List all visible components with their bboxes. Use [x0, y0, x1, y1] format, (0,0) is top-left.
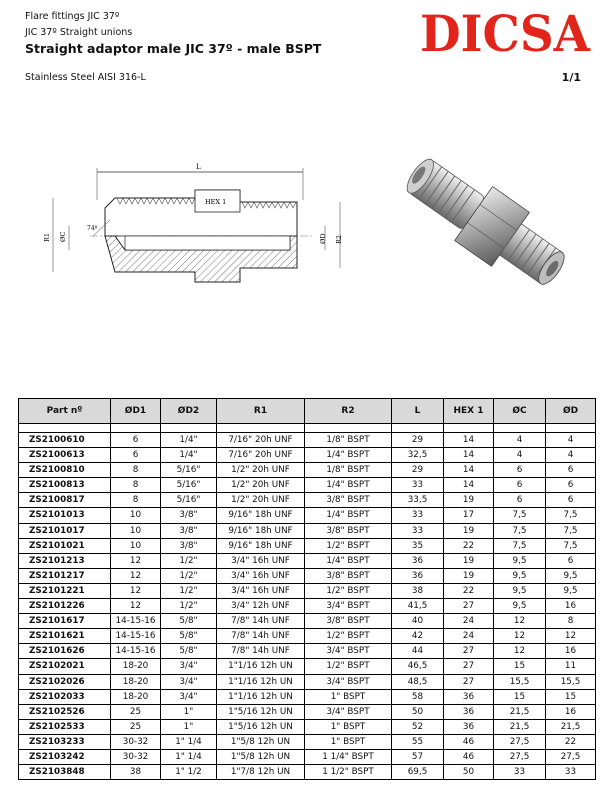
table-cell: 16: [546, 599, 596, 614]
table-cell: 1" 1/4: [161, 734, 217, 749]
table-cell: 1/2" 20h UNF: [217, 493, 305, 508]
table-cell: 1/4" BSPT: [305, 478, 392, 493]
table-cell: 8: [111, 493, 161, 508]
table-cell: 16: [546, 644, 596, 659]
table-cell: 12: [494, 644, 546, 659]
table-cell: 3/8" BSPT: [305, 523, 392, 538]
table-cell: 12: [111, 568, 161, 583]
table-cell: 6: [494, 478, 546, 493]
d-label: ØD: [319, 233, 327, 244]
table-row: [19, 493, 596, 508]
table-cell: 14-15-16: [111, 614, 161, 629]
table-cell: 25: [111, 704, 161, 719]
table-row: [19, 508, 596, 523]
table-cell: 8: [111, 463, 161, 478]
table-cell: 1/2" 20h UNF: [217, 463, 305, 478]
table-cell: 4: [494, 448, 546, 463]
part-number-cell: ZS2100810: [19, 463, 111, 478]
column-header: L: [392, 399, 444, 424]
part-number-cell: ZS2102526: [19, 704, 111, 719]
part-number-cell: ZS2102033: [19, 689, 111, 704]
table-cell: 12: [111, 583, 161, 598]
column-header: Part nº: [19, 399, 111, 424]
table-cell: 1/2" BSPT: [305, 659, 392, 674]
table-cell: 4: [546, 433, 596, 448]
table-cell: 12: [494, 629, 546, 644]
table-cell: 3/4": [161, 689, 217, 704]
spacer-cell: [217, 424, 305, 433]
table-cell: 14: [444, 433, 494, 448]
part-number-cell: ZS2101226: [19, 599, 111, 614]
table-cell: 1/2" BSPT: [305, 538, 392, 553]
table-cell: 3/4" BSPT: [305, 674, 392, 689]
part-number-cell: ZS2102026: [19, 674, 111, 689]
table-row: [19, 674, 596, 689]
table-row: [19, 448, 596, 463]
table-cell: 1": [161, 719, 217, 734]
table-cell: 3/8" BSPT: [305, 493, 392, 508]
table-cell: 9,5: [546, 583, 596, 598]
table-cell: 1/2" BSPT: [305, 629, 392, 644]
table-cell: 19: [444, 493, 494, 508]
table-cell: 57: [392, 749, 444, 764]
table-cell: 1" 1/4: [161, 749, 217, 764]
table-cell: 6: [546, 553, 596, 568]
table-cell: 18-20: [111, 659, 161, 674]
part-number-cell: ZS2101621: [19, 629, 111, 644]
table-cell: 27: [444, 659, 494, 674]
table-cell: 7/8" 14h UNF: [217, 644, 305, 659]
table-cell: 12: [494, 614, 546, 629]
table-cell: 3/4" 16h UNF: [217, 553, 305, 568]
header-category: Flare fittings JIC 37º: [25, 11, 120, 22]
table-cell: 9/16" 18h UNF: [217, 523, 305, 538]
table-cell: 21,5: [494, 719, 546, 734]
table-row: [19, 644, 596, 659]
table-cell: 1"1/16 12h UN: [217, 659, 305, 674]
table-cell: 46,5: [392, 659, 444, 674]
table-cell: 41,5: [392, 599, 444, 614]
table-cell: 7,5: [546, 523, 596, 538]
table-cell: 30-32: [111, 734, 161, 749]
table-cell: 15: [494, 659, 546, 674]
table-cell: 27,5: [494, 749, 546, 764]
table-cell: 6: [111, 448, 161, 463]
table-cell: 10: [111, 523, 161, 538]
table-row: [19, 538, 596, 553]
part-number-cell: ZS2101626: [19, 644, 111, 659]
table-cell: 7,5: [546, 538, 596, 553]
table-cell: 8: [111, 478, 161, 493]
table-cell: 1/4" BSPT: [305, 508, 392, 523]
part-number-cell: ZS2100613: [19, 448, 111, 463]
table-cell: 1": [161, 704, 217, 719]
table-cell: 48,5: [392, 674, 444, 689]
table-cell: 18-20: [111, 674, 161, 689]
fitting-3d-render: [395, 150, 585, 300]
table-cell: 22: [546, 734, 596, 749]
table-cell: 1"5/16 12h UN: [217, 704, 305, 719]
table-cell: 1/2": [161, 583, 217, 598]
table-row: [19, 659, 596, 674]
table-cell: 44: [392, 644, 444, 659]
table-cell: 1/8" BSPT: [305, 433, 392, 448]
table-cell: 1" BSPT: [305, 689, 392, 704]
table-cell: 10: [111, 538, 161, 553]
table-cell: 24: [444, 629, 494, 644]
table-cell: 50: [392, 704, 444, 719]
table-cell: 9,5: [546, 568, 596, 583]
table-row: [19, 765, 596, 780]
table-cell: 27,5: [494, 734, 546, 749]
table-cell: 5/16": [161, 493, 217, 508]
table-cell: 7/8" 14h UNF: [217, 629, 305, 644]
table-cell: 15,5: [546, 674, 596, 689]
table-cell: 12: [111, 553, 161, 568]
table-cell: 1"5/8 12h UN: [217, 734, 305, 749]
table-cell: 29: [392, 433, 444, 448]
table-cell: 36: [444, 689, 494, 704]
part-number-cell: ZS2101013: [19, 508, 111, 523]
table-cell: 46: [444, 749, 494, 764]
table-cell: 27: [444, 599, 494, 614]
table-cell: 8: [546, 614, 596, 629]
part-number-cell: ZS2101217: [19, 568, 111, 583]
table-cell: 15: [494, 689, 546, 704]
svg-text:DICSA: DICSA: [420, 4, 592, 60]
table-cell: 3/8": [161, 538, 217, 553]
table-cell: 33: [392, 508, 444, 523]
table-cell: 3/8" BSPT: [305, 568, 392, 583]
table-row: [19, 749, 596, 764]
r2-label: R2: [335, 234, 343, 244]
table-cell: 19: [444, 568, 494, 583]
r1-label: R1: [43, 232, 51, 242]
table-cell: 38: [392, 583, 444, 598]
table-row: [19, 583, 596, 598]
part-number-cell: ZS2100813: [19, 478, 111, 493]
table-cell: 5/8": [161, 644, 217, 659]
table-cell: 1"5/16 12h UN: [217, 719, 305, 734]
technical-drawing: [35, 150, 365, 290]
table-cell: 36: [392, 568, 444, 583]
table-row: [19, 568, 596, 583]
table-cell: 15: [546, 689, 596, 704]
table-cell: 27: [444, 674, 494, 689]
page-title: Straight adaptor male JIC 37º - male BSPT: [25, 41, 322, 56]
table-cell: 1"1/16 12h UN: [217, 674, 305, 689]
table-cell: 1" 1/2: [161, 765, 217, 780]
table-cell: 1/2": [161, 568, 217, 583]
table-cell: 55: [392, 734, 444, 749]
table-cell: 4: [494, 433, 546, 448]
table-cell: 7/16" 20h UNF: [217, 448, 305, 463]
table-cell: 6: [494, 463, 546, 478]
table-cell: 33: [392, 478, 444, 493]
table-cell: 1/8" BSPT: [305, 463, 392, 478]
table-cell: 3/4" 16h UNF: [217, 568, 305, 583]
part-number-cell: ZS2103848: [19, 765, 111, 780]
material-label: Stainless Steel AISI 316-L: [25, 72, 146, 83]
table-cell: 21,5: [494, 704, 546, 719]
table-cell: 7,5: [494, 523, 546, 538]
table-row: [19, 599, 596, 614]
column-header: HEX 1: [444, 399, 494, 424]
column-header: ØD: [546, 399, 596, 424]
table-cell: 1/2" BSPT: [305, 583, 392, 598]
hex-label: HEX 1: [205, 198, 227, 206]
table-cell: 11: [546, 659, 596, 674]
dicsa-logo: [418, 2, 593, 60]
part-number-cell: ZS2103233: [19, 734, 111, 749]
spacer-cell: [161, 424, 217, 433]
table-cell: 6: [546, 478, 596, 493]
table-cell: 27,5: [546, 749, 596, 764]
table-cell: 40: [392, 614, 444, 629]
table-cell: 9,5: [494, 583, 546, 598]
spacer-cell: [494, 424, 546, 433]
table-cell: 1"7/8 12h UN: [217, 765, 305, 780]
part-number-cell: ZS2101617: [19, 614, 111, 629]
table-row: [19, 689, 596, 704]
table-cell: 19: [444, 553, 494, 568]
header-subcategory: JIC 37º Straight unions: [25, 27, 133, 38]
spacer-cell: [392, 424, 444, 433]
table-cell: 5/8": [161, 629, 217, 644]
spacer-cell: [444, 424, 494, 433]
table-cell: 7,5: [494, 508, 546, 523]
column-header: R1: [217, 399, 305, 424]
table-cell: 38: [111, 765, 161, 780]
part-number-cell: ZS2102021: [19, 659, 111, 674]
part-number-cell: ZS2103242: [19, 749, 111, 764]
table-cell: 14: [444, 478, 494, 493]
table-row: [19, 463, 596, 478]
table-cell: 3/4" 16h UNF: [217, 583, 305, 598]
table-cell: 1/2" 20h UNF: [217, 478, 305, 493]
table-cell: 9/16" 18h UNF: [217, 508, 305, 523]
table-row: [19, 523, 596, 538]
table-cell: 21,5: [546, 719, 596, 734]
table-cell: 29: [392, 463, 444, 478]
spacer-cell: [111, 424, 161, 433]
table-cell: 30-32: [111, 749, 161, 764]
table-cell: 46: [444, 734, 494, 749]
table-cell: 6: [111, 433, 161, 448]
table-cell: 6: [494, 493, 546, 508]
table-cell: 7/8" 14h UNF: [217, 614, 305, 629]
table-cell: 1/4": [161, 433, 217, 448]
table-cell: 1/4" BSPT: [305, 553, 392, 568]
table-cell: 42: [392, 629, 444, 644]
table-cell: 14-15-16: [111, 644, 161, 659]
table-cell: 12: [546, 629, 596, 644]
page-number: 1/1: [561, 71, 581, 84]
table-cell: 25: [111, 719, 161, 734]
table-cell: 9,5: [494, 553, 546, 568]
table-cell: 32,5: [392, 448, 444, 463]
table-cell: 14-15-16: [111, 629, 161, 644]
table-cell: 24: [444, 614, 494, 629]
table-cell: 14: [444, 448, 494, 463]
table-cell: 1 1/4" BSPT: [305, 749, 392, 764]
table-cell: 3/8" BSPT: [305, 614, 392, 629]
table-cell: 9/16" 18h UNF: [217, 538, 305, 553]
table-row: [19, 719, 596, 734]
dim-l-label: L: [196, 163, 201, 171]
angle-label: 74º: [87, 225, 98, 232]
table-cell: 6: [546, 463, 596, 478]
table-cell: 17: [444, 508, 494, 523]
table-cell: 1/2": [161, 553, 217, 568]
table-cell: 69,5: [392, 765, 444, 780]
spacer-row: [19, 424, 596, 433]
column-header: ØD1: [111, 399, 161, 424]
table-cell: 10: [111, 508, 161, 523]
table-cell: 15,5: [494, 674, 546, 689]
table-cell: 5/16": [161, 463, 217, 478]
table-cell: 50: [444, 765, 494, 780]
table-cell: 22: [444, 583, 494, 598]
table-cell: 3/4" BSPT: [305, 599, 392, 614]
table-cell: 4: [546, 448, 596, 463]
table-cell: 1/4" BSPT: [305, 448, 392, 463]
table-cell: 9,5: [494, 568, 546, 583]
table-cell: 5/8": [161, 614, 217, 629]
table-cell: 1" BSPT: [305, 734, 392, 749]
c-label: ØC: [59, 231, 67, 242]
table-cell: 3/4" 12h UNF: [217, 599, 305, 614]
table-cell: 12: [111, 599, 161, 614]
table-row: [19, 614, 596, 629]
table-cell: 7/16" 20h UNF: [217, 433, 305, 448]
table-cell: 6: [546, 493, 596, 508]
table-cell: 36: [444, 719, 494, 734]
parts-table: [18, 398, 596, 780]
part-number-cell: ZS2101221: [19, 583, 111, 598]
table-row: [19, 629, 596, 644]
part-number-cell: ZS2100610: [19, 433, 111, 448]
spacer-cell: [305, 424, 392, 433]
table-row: [19, 734, 596, 749]
table-cell: 3/4" BSPT: [305, 644, 392, 659]
table-cell: 1"5/8 12h UN: [217, 749, 305, 764]
table-row: [19, 478, 596, 493]
column-header: R2: [305, 399, 392, 424]
column-header: ØC: [494, 399, 546, 424]
table-cell: 7,5: [546, 508, 596, 523]
part-number-cell: ZS2101021: [19, 538, 111, 553]
table-cell: 1" BSPT: [305, 719, 392, 734]
table-cell: 14: [444, 463, 494, 478]
table-cell: 36: [392, 553, 444, 568]
table-cell: 3/8": [161, 508, 217, 523]
table-cell: 16: [546, 704, 596, 719]
table-row: [19, 433, 596, 448]
table-cell: 7,5: [494, 538, 546, 553]
table-cell: 22: [444, 538, 494, 553]
table-cell: 58: [392, 689, 444, 704]
table-cell: 1 1/2" BSPT: [305, 765, 392, 780]
table-cell: 33: [494, 765, 546, 780]
part-number-cell: ZS2102533: [19, 719, 111, 734]
table-cell: 33: [546, 765, 596, 780]
table-cell: 27: [444, 644, 494, 659]
table-cell: 1"1/16 12h UN: [217, 689, 305, 704]
part-number-cell: ZS2100817: [19, 493, 111, 508]
spacer-cell: [546, 424, 596, 433]
table-cell: 18-20: [111, 689, 161, 704]
table-cell: 5/16": [161, 478, 217, 493]
table-cell: 3/4": [161, 674, 217, 689]
column-header: ØD2: [161, 399, 217, 424]
table-cell: 52: [392, 719, 444, 734]
table-cell: 3/4": [161, 659, 217, 674]
spacer-cell: [19, 424, 111, 433]
table-cell: 1/4": [161, 448, 217, 463]
table-cell: 1/2": [161, 599, 217, 614]
table-cell: 35: [392, 538, 444, 553]
table-cell: 33: [392, 523, 444, 538]
table-cell: 3/8": [161, 523, 217, 538]
part-number-cell: ZS2101017: [19, 523, 111, 538]
table-cell: 36: [444, 704, 494, 719]
table-row: [19, 553, 596, 568]
table-header-row: [19, 399, 596, 424]
table-cell: 9,5: [494, 599, 546, 614]
table-cell: 3/4" BSPT: [305, 704, 392, 719]
table-cell: 33,5: [392, 493, 444, 508]
part-number-cell: ZS2101213: [19, 553, 111, 568]
table-cell: 19: [444, 523, 494, 538]
table-row: [19, 704, 596, 719]
